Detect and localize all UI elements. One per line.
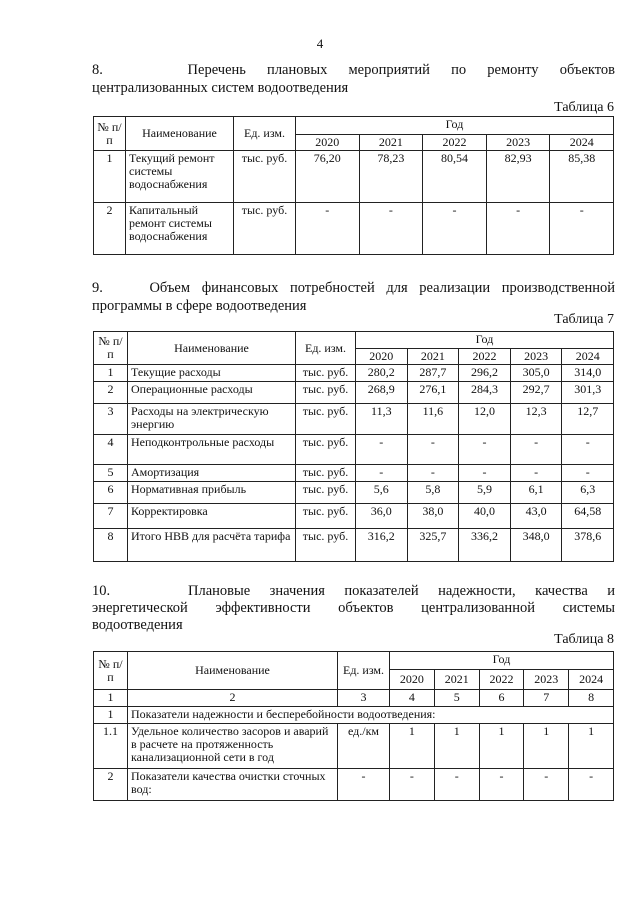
- row-num: 3: [94, 404, 128, 435]
- row-value: 268,9: [356, 382, 408, 404]
- row-value: 85,38: [550, 151, 614, 203]
- row-value: 5,9: [459, 482, 511, 504]
- column-number: 1: [94, 690, 128, 707]
- row-value: 276,1: [407, 382, 459, 404]
- row-value: 40,0: [459, 504, 511, 529]
- table-row: [94, 769, 614, 801]
- table-row: [94, 365, 614, 382]
- section-10-heading-line3: водоотведения: [92, 617, 183, 633]
- header-unit: Ед. изм.: [338, 652, 390, 690]
- row-value: 78,23: [359, 151, 423, 203]
- row-unit: -: [338, 769, 390, 801]
- row-value: 280,2: [356, 365, 408, 382]
- table-row: [94, 482, 614, 504]
- row-value: 1: [434, 724, 479, 769]
- row-value: 292,7: [510, 382, 562, 404]
- row-unit: тыс. руб.: [296, 465, 356, 482]
- row-value: 12,7: [562, 404, 614, 435]
- row-value: 1: [524, 724, 569, 769]
- row-value: -: [562, 465, 614, 482]
- year-2022: 2022: [479, 670, 524, 690]
- year-2021: 2021: [407, 349, 459, 365]
- section-8-heading-line2: централизованных систем водоотведения: [92, 80, 349, 96]
- group-title: Показатели надежности и бесперебойности водоотведения:: [128, 707, 614, 724]
- section-8-heading-line1: 8. Перечень плановых мероприятий по ремонту объектов: [92, 62, 615, 78]
- section-10-heading-line2: энергетической эффективности объектов централизованной системы: [92, 600, 615, 616]
- row-value: 12,3: [510, 404, 562, 435]
- row-value: -: [459, 465, 511, 482]
- row-value: 1: [569, 724, 614, 769]
- row-value: 80,54: [423, 151, 487, 203]
- row-value: 314,0: [562, 365, 614, 382]
- row-value: -: [296, 203, 360, 255]
- year-2020: 2020: [296, 135, 360, 151]
- row-value: -: [434, 769, 479, 801]
- year-2023: 2023: [486, 135, 550, 151]
- page-number: 4: [316, 36, 324, 51]
- row-value: 12,0: [459, 404, 511, 435]
- row-value: -: [510, 465, 562, 482]
- header-num: № п/п: [94, 332, 128, 365]
- row-value: 296,2: [459, 365, 511, 382]
- table-8-caption: Таблица 8: [554, 632, 614, 647]
- row-name: Итого НВВ для расчёта тарифа: [128, 529, 296, 562]
- row-name: Текущие расходы: [128, 365, 296, 382]
- row-num: 6: [94, 482, 128, 504]
- row-value: -: [510, 435, 562, 465]
- table-row: [94, 404, 614, 435]
- row-value: -: [407, 435, 459, 465]
- year-2022: 2022: [459, 349, 511, 365]
- row-value: 287,7: [407, 365, 459, 382]
- year-2021: 2021: [359, 135, 423, 151]
- row-value: 5,8: [407, 482, 459, 504]
- row-unit: тыс. руб.: [296, 529, 356, 562]
- row-value: 6,1: [510, 482, 562, 504]
- section-9-heading-line2: программы в сфере водоотведения: [92, 298, 307, 314]
- row-value: -: [459, 435, 511, 465]
- row-unit: тыс. руб.: [234, 203, 296, 255]
- row-value: 284,3: [459, 382, 511, 404]
- row-value: -: [407, 465, 459, 482]
- table-row: [94, 504, 614, 529]
- row-num: 4: [94, 435, 128, 465]
- header-name: Наименование: [126, 117, 234, 151]
- row-value: 64,58: [562, 504, 614, 529]
- row-unit: тыс. руб.: [296, 365, 356, 382]
- year-2023: 2023: [524, 670, 569, 690]
- table-7: [93, 331, 614, 562]
- year-2024: 2024: [569, 670, 614, 690]
- row-name: Расходы на электрическую энергию: [128, 404, 296, 435]
- group-num: 1: [94, 707, 128, 724]
- column-number: 3: [338, 690, 390, 707]
- row-name: Операционные расходы: [128, 382, 296, 404]
- row-value: 316,2: [356, 529, 408, 562]
- row-value: 11,6: [407, 404, 459, 435]
- table-row: [94, 151, 614, 203]
- row-value: 1: [390, 724, 435, 769]
- header-unit: Ед. изм.: [296, 332, 356, 365]
- row-name: Капитальный ремонт системы водоснабжения: [126, 203, 234, 255]
- row-name: Нормативная прибыль: [128, 482, 296, 504]
- row-value: 336,2: [459, 529, 511, 562]
- row-num: 5: [94, 465, 128, 482]
- table-8: [93, 651, 614, 801]
- row-num: 7: [94, 504, 128, 529]
- row-value: 378,6: [562, 529, 614, 562]
- row-unit: тыс. руб.: [296, 404, 356, 435]
- row-unit: тыс. руб.: [296, 482, 356, 504]
- row-value: 1: [479, 724, 524, 769]
- year-2020: 2020: [390, 670, 435, 690]
- header-year: Год: [356, 332, 614, 349]
- row-name: Амортизация: [128, 465, 296, 482]
- table-row: [94, 203, 614, 255]
- table-row: [94, 382, 614, 404]
- year-2024: 2024: [550, 135, 614, 151]
- table-row: [94, 724, 614, 769]
- row-value: 6,3: [562, 482, 614, 504]
- section-10-heading-line1: 10. Плановые значения показателей надежности, качества и: [92, 583, 615, 599]
- row-value: -: [356, 435, 408, 465]
- row-value: 76,20: [296, 151, 360, 203]
- row-value: -: [356, 465, 408, 482]
- row-unit: тыс. руб.: [296, 435, 356, 465]
- row-value: -: [423, 203, 487, 255]
- row-num: 1: [94, 365, 128, 382]
- row-unit: тыс. руб.: [296, 382, 356, 404]
- header-num: № п/п: [94, 652, 128, 690]
- row-value: -: [479, 769, 524, 801]
- row-value: -: [569, 769, 614, 801]
- row-name: Корректировка: [128, 504, 296, 529]
- row-name: Текущий ремонт системы водоснабжения: [126, 151, 234, 203]
- table-row: [94, 465, 614, 482]
- row-value: -: [550, 203, 614, 255]
- column-number: 2: [128, 690, 338, 707]
- row-num: 1.1: [94, 724, 128, 769]
- column-number-row: [94, 690, 614, 707]
- row-name: Показатели качества очистки сточных вод:: [128, 769, 338, 801]
- row-value: -: [359, 203, 423, 255]
- row-value: -: [524, 769, 569, 801]
- row-value: 301,3: [562, 382, 614, 404]
- row-value: 5,6: [356, 482, 408, 504]
- row-num: 2: [94, 769, 128, 801]
- year-2024: 2024: [562, 349, 614, 365]
- row-value: 305,0: [510, 365, 562, 382]
- table-6-caption: Таблица 6: [554, 100, 614, 115]
- year-2021: 2021: [434, 670, 479, 690]
- year-2020: 2020: [356, 349, 408, 365]
- row-value: 43,0: [510, 504, 562, 529]
- row-value: 36,0: [356, 504, 408, 529]
- column-number: 8: [569, 690, 614, 707]
- row-unit: тыс. руб.: [296, 504, 356, 529]
- header-year: Год: [296, 117, 614, 135]
- row-num: 1: [94, 151, 126, 203]
- row-num: 2: [94, 203, 126, 255]
- row-name: Удельное количество засоров и аварий в расчете на протяженность канализационной сети в год: [128, 724, 338, 769]
- column-number: 7: [524, 690, 569, 707]
- year-2022: 2022: [423, 135, 487, 151]
- row-value: -: [486, 203, 550, 255]
- row-value: 11,3: [356, 404, 408, 435]
- header-name: Наименование: [128, 652, 338, 690]
- table-row: [94, 529, 614, 562]
- table-7-caption: Таблица 7: [554, 312, 614, 327]
- header-year: Год: [390, 652, 614, 670]
- row-name: Неподконтрольные расходы: [128, 435, 296, 465]
- column-number: 6: [479, 690, 524, 707]
- section-9-heading-line1: 9. Объем финансовых потребностей для реализации производственной: [92, 280, 615, 296]
- row-value: 82,93: [486, 151, 550, 203]
- row-value: 348,0: [510, 529, 562, 562]
- header-num: № п/п: [94, 117, 126, 151]
- row-value: 325,7: [407, 529, 459, 562]
- row-value: -: [562, 435, 614, 465]
- row-unit: ед./км: [338, 724, 390, 769]
- row-value: 38,0: [407, 504, 459, 529]
- column-number: 5: [434, 690, 479, 707]
- row-num: 8: [94, 529, 128, 562]
- year-2023: 2023: [510, 349, 562, 365]
- group-row: [94, 707, 614, 724]
- row-num: 2: [94, 382, 128, 404]
- row-value: -: [390, 769, 435, 801]
- table-6: [93, 116, 614, 255]
- header-unit: Ед. изм.: [234, 117, 296, 151]
- table-row: [94, 435, 614, 465]
- header-name: Наименование: [128, 332, 296, 365]
- column-number: 4: [390, 690, 435, 707]
- row-unit: тыс. руб.: [234, 151, 296, 203]
